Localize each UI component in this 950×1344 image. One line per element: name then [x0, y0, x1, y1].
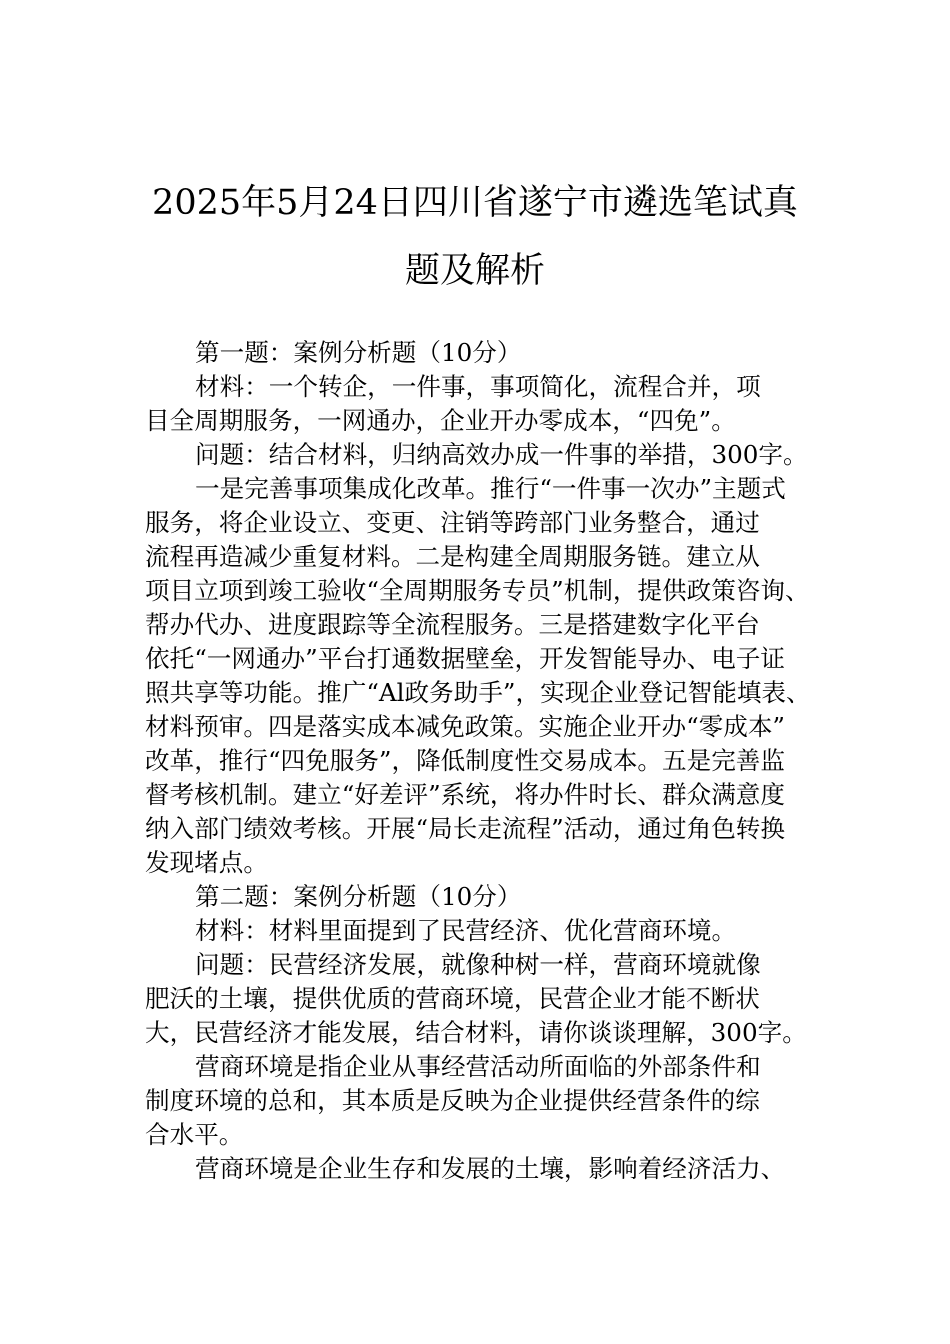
body-line: 流程再造减少重复材料。二是构建全周期服务链。建立从 [145, 542, 760, 571]
body-line: 营商环境是指企业从事经营活动所面临的外部条件和 [195, 1052, 761, 1081]
body-line: 改革，推行“四免服务”，降低制度性交易成本。五是完善监 [145, 746, 785, 775]
body-line: 照共享等功能。推广“Al政务助手”，实现企业登记智能填表、 [145, 678, 811, 707]
body-line: 营商环境是企业生存和发展的土壤，影响着经济活力、 [195, 1154, 786, 1183]
body-line: 材料预审。四是落实成本减免政策。实施企业开办“零成本” [145, 712, 785, 741]
document-body [145, 336, 825, 1186]
body-line: 纳入部门绩效考核。开展“局长走流程”活动，通过角色转换 [145, 814, 785, 843]
body-line: 材料：一个转企，一件事，事项简化，流程合并，项 [195, 372, 761, 401]
body-line: 帮办代办、进度跟踪等全流程服务。三是搭建数字化平台 [145, 610, 760, 639]
body-line: 制度环境的总和，其本质是反映为企业提供经营条件的综 [145, 1086, 760, 1115]
document-title-line-1: 2025年5月24日四川省遂宁市遴选笔试真 [152, 183, 798, 223]
body-line: 依托“一网通办”平台打通数据壁垒，开发智能导办、电子证 [145, 644, 785, 673]
body-line: 问题：结合材料，归纳高效办成一件事的举措，300字。 [195, 440, 808, 469]
body-line: 合水平。 [145, 1120, 244, 1149]
body-line: 督考核机制。建立“好差评”系统，将办件时长、群众满意度 [145, 780, 785, 809]
document-title-line-2: 题及解析 [404, 251, 545, 291]
body-line: 大，民营经济才能发展，结合材料，请你谈谈理解，300字。 [145, 1018, 807, 1047]
body-line: 服务，将企业设立、变更、注销等跨部门业务整合，通过 [145, 508, 760, 537]
body-line: 第一题：案例分析题（10分） [195, 338, 522, 367]
body-line: 第二题：案例分析题（10分） [195, 882, 522, 911]
body-line: 问题：民营经济发展，就像种树一样，营商环境就像 [195, 950, 761, 979]
body-line: 项目立项到竣工验收“全周期服务专员”机制，提供政策咨询、 [145, 576, 810, 605]
body-line: 肥沃的土壤，提供优质的营商环境，民营企业才能不断状 [145, 984, 760, 1013]
body-line: 发现堵点。 [145, 848, 268, 877]
body-line: 目全周期服务，一网通办，企业开办零成本，“四免”。 [145, 406, 736, 435]
body-line: 一是完善事项集成化改革。推行“一件事一次办”主题式 [195, 474, 786, 503]
body-line: 材料：材料里面提到了民营经济、优化营商环境。 [195, 916, 737, 945]
